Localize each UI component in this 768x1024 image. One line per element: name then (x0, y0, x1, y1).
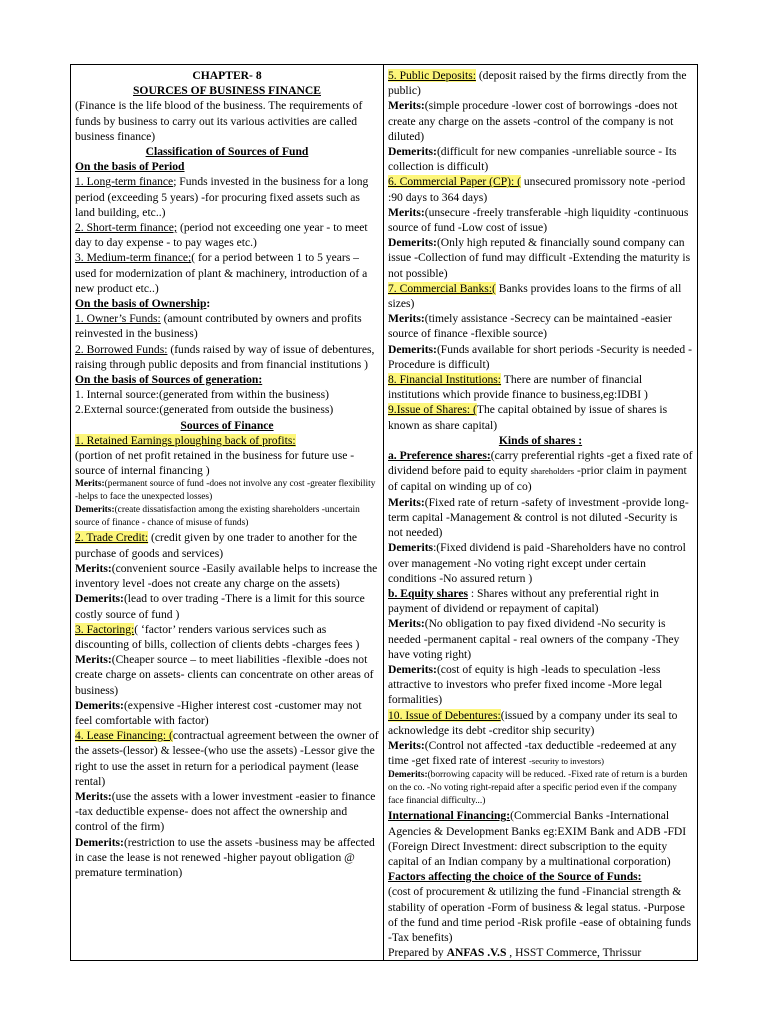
issue-of-shares-text: The capital obtained by issue of shares is known as share capital) (388, 403, 668, 432)
public-deposits-item (388, 68, 693, 98)
lease-financing-item (75, 728, 379, 789)
trade-demerits (75, 591, 379, 621)
demerits-text: :(Fixed dividend is paid -Shareholders have no control over management -No voting right except under certain conditions -No assured return ) (388, 541, 686, 585)
merits-text: (No obligation to pay fixed dividend -No security is needed -permanent capital - real owners of the company -They have voting right) (388, 617, 680, 661)
lease-demerits (75, 835, 379, 881)
merits-label: Merits: (388, 312, 425, 326)
author-name: ANFAS .V.S (446, 946, 507, 960)
author-designation: , HSST Commerce, Thrissur (506, 946, 642, 960)
external-source: 2.External source:(generated from outside the business) (75, 403, 334, 417)
banks-demerits (388, 342, 693, 372)
lease-financing-label: 4. Lease Financing: ( (75, 729, 173, 743)
notes-sheet (70, 64, 698, 961)
debentures-label: 10. Issue of Debentures: (388, 708, 501, 722)
international-financing-item (388, 808, 693, 869)
retained-demerits (75, 504, 379, 530)
retained-earnings-text: (portion of net profit retained in the business for future use -source of internal financing ) (75, 449, 355, 478)
banks-merits (388, 311, 693, 341)
demerits-text: (lead to over trading -There is a limit for this source costly source of fund ) (75, 592, 365, 621)
retained-earnings-item (75, 433, 379, 448)
issue-of-shares-label: 9.Issue of Shares: ( (388, 403, 477, 417)
trade-credit-label: 2. Trade Credit: (75, 531, 149, 545)
deb-merits (388, 738, 693, 769)
demerits-label: Demerits: (75, 592, 124, 606)
equity-demerits (388, 662, 693, 708)
long-term-label: 1. Long-term finance (75, 175, 174, 189)
lease-merits (75, 789, 379, 835)
factoring-text: ( ‘factor’ renders various services such as discounting of bills, collection of clients debts -charges fees ) (75, 622, 360, 651)
commercial-banks-item (388, 281, 693, 311)
short-term-label: 2. Short-term finance; (75, 221, 178, 235)
demerits-label: Demerits: (388, 342, 437, 356)
merits-label: Merits: (388, 99, 425, 113)
merits-text: (timely assistance -Secrecy can be maintained -easier source of finance -flexible source) (388, 312, 672, 341)
issue-of-shares-item (388, 402, 693, 432)
international-financing-text: (Commercial Banks -International Agencies & Development Banks eg:EXIM Bank and ADB -FDI (Foreign Direct Investment: direct subscription to the equity capital of an Indian company by a multinational corporation) (388, 809, 687, 868)
left-column (71, 65, 384, 960)
factoring-label: 3. Factoring: (75, 622, 135, 636)
equity-merits (388, 616, 693, 662)
prepared-by-prefix: Prepared by (388, 946, 447, 960)
owners-funds-text: (amount contributed by owners and profits reinvested in the business) (75, 312, 362, 341)
factors-text: (cost of procurement & utilizing the fund -Financial strength & stability of operation -Form of business & legal status. -Purpose of the fund and time period -Risk profile -ease of obtaining funds -Tax benefits) (388, 885, 691, 944)
financial-institutions-label: 8. Financial Institutions: (388, 373, 502, 387)
sources-heading: Sources of Finance (180, 418, 274, 432)
retained-merits (75, 478, 379, 504)
preference-shares-label: a. Preference shares: (388, 449, 491, 463)
period-heading: On the basis of Period (75, 160, 185, 174)
medium-term-label: 3. Medium-term finance; (75, 251, 192, 265)
merits-text: (permanent source of fund -does not involve any cost -greater flexibility -helps to face the unexpected losses) (75, 479, 376, 503)
owners-funds-label: 1. Owner’s Funds: (75, 312, 161, 326)
equity-shares-label: b. Equity shares (388, 586, 469, 600)
commercial-banks-text: Banks provides loans to the firms of all sizes) (388, 281, 682, 311)
merits-text: (Control not affected -tax deductible -redeemed at any time -get fixed rate of interest (388, 738, 677, 768)
international-financing-label: International Financing: (388, 809, 511, 823)
intro-paragraph: (Finance is the life blood of the business. The requirements of funds by business to carry out its various activities are called business finance) (75, 99, 363, 143)
trade-merits (75, 561, 379, 591)
trade-credit-text: (credit given by one trader to another for the purchase of goods and services) (75, 531, 358, 560)
borrowed-funds-text: (funds raised by way of issue of debentures, raising through public deposits and from financial institutions ) (75, 342, 375, 371)
debentures-item (388, 708, 693, 738)
equity-shares-text: : Shares without any preferential right in payment of dividend or repayment of capital) (388, 586, 659, 616)
medium-term-text: ( for a period between 1 to 5 years – used for modernization of plant & machinery, introduction of a new product etc..) (75, 251, 368, 295)
financial-institutions-item (388, 372, 693, 402)
merits-text: (convenient source -Easily available helps to increase the inventory level -does not create any charge on the assets) (75, 561, 378, 591)
merits-small-text: -security to investors) (529, 756, 604, 767)
demerits-label: Demerits: (388, 236, 437, 250)
merits-label: Merits: (75, 789, 112, 803)
short-term-item (75, 220, 379, 250)
factors-heading: Factors affecting the choice of the Source of Funds: (388, 870, 642, 884)
pref-merits (388, 495, 693, 541)
merits-label: Merits: (388, 738, 425, 752)
demerits-text: (create dissatisfaction among the existing shareholders -uncertain source of finance - chance of misuse of funds) (75, 505, 360, 529)
public-deposits-label: 5. Public Deposits: (388, 69, 476, 82)
commercial-paper-text: unsecured promissory note -period :90 days to 364 days) (388, 175, 686, 204)
demerits-label: Demerits: (388, 770, 428, 781)
ownership-heading-colon: : (206, 297, 211, 311)
borrowed-funds-item (75, 342, 379, 372)
demerits-text: (Funds available for short periods -Security is needed -Procedure is difficult) (388, 342, 692, 371)
demerits-text: (borrowing capacity will be reduced. -Fixed rate of return is a burden on the co. -No voting right-repaid after a specific period even if the company face financial difficulty...) (388, 770, 688, 807)
deb-demerits (388, 769, 693, 808)
classification-heading: Classification of Sources of Fund (145, 145, 309, 159)
factoring-merits (75, 652, 379, 698)
merits-label: Merits: (75, 561, 112, 575)
merits-text: (unsecure -freely transferable -high liquidity -continuous source of fund -Low cost of issue) (388, 205, 689, 235)
demerits-label: Demerits: (75, 698, 124, 712)
financial-institutions-text: There are number of financial institutions which provide finance to business,eg:IDBI ) (388, 373, 648, 402)
demerits-text: (difficult for new companies -unreliable source - Its collection is difficult) (388, 145, 677, 174)
preference-shares-text-2: -prior claim in payment of capital on winding up of co) (388, 464, 687, 494)
pd-demerits (388, 144, 693, 174)
merits-label: Merits: (75, 479, 105, 490)
prepared-by (388, 945, 693, 960)
merits-label: Merits: (388, 495, 425, 509)
generation-heading: On the basis of Sources of generation: (75, 373, 263, 387)
chapter-title: SOURCES OF BUSINESS FINANCE (132, 84, 321, 98)
trade-credit-item (75, 530, 379, 560)
factoring-item (75, 622, 379, 652)
internal-source: 1. Internal source:(generated from within the business) (75, 388, 330, 402)
owners-funds-item (75, 311, 379, 341)
demerits-label: Demerits (388, 541, 434, 555)
commercial-banks-label: 7. Commercial Banks:( (388, 281, 496, 295)
preference-shares-small-text: shareholders (530, 466, 575, 477)
kinds-of-shares-heading: Kinds of shares : (498, 433, 583, 447)
right-column (384, 65, 697, 960)
public-deposits-text: (deposit raised by the firms directly from the public) (388, 69, 687, 98)
merits-label: Merits: (75, 653, 112, 667)
demerits-text: (restriction to use the assets -business may be affected in case the lease is not renewed -higher payout obligation @ premature termination) (75, 835, 375, 879)
demerits-text: (expensive -Higher interest cost -customer may not feel comfortable with factor) (75, 698, 362, 727)
equity-shares-item (388, 586, 693, 616)
commercial-paper-label: 6. Commercial Paper (CP): ( (388, 175, 521, 189)
long-term-text: ; Funds invested in the business for a long period (exceeding 5 years) -for procuring fixed assets such as land building, etc..) (75, 175, 369, 219)
preference-shares-text: (carry preferential rights -get a fixed rate of dividend before paid to equity (388, 449, 693, 478)
merits-label: Merits: (388, 205, 425, 219)
demerits-text: (cost of equity is high -leads to speculation -less attractive to investors who prefer fixed income -More legal formalities) (388, 662, 663, 707)
merits-label: Merits: (388, 617, 425, 631)
merits-text: (simple procedure -lower cost of borrowings -does not create any charge on the assets -control of the company is not diluted) (388, 99, 678, 143)
long-term-item (75, 174, 379, 220)
demerits-label: Demerits: (75, 835, 124, 849)
cp-merits (388, 205, 693, 235)
demerits-label: Demerits: (388, 145, 437, 159)
chapter-number: CHAPTER- 8 (192, 69, 262, 82)
pref-demerits (388, 540, 693, 586)
merits-text: (use the assets with a lower investment -easier to finance -tax deductible expense- does not affect the ownership and control of the firm) (75, 789, 376, 834)
borrowed-funds-label: 2. Borrowed Funds: (75, 342, 168, 356)
cp-demerits (388, 235, 693, 281)
ownership-heading-text: On the basis of Ownership (75, 297, 207, 311)
merits-text: (Cheaper source – to meet liabilities -flexible -does not create charge on assets- clients can concentrate on other areas of business) (75, 653, 374, 697)
ownership-heading (75, 296, 379, 311)
demerits-label: Demerits: (388, 662, 437, 676)
short-term-text: (period not exceeding one year - to meet day to day expense - to pay wages etc.) (75, 221, 368, 250)
demerits-label: Demerits: (75, 505, 115, 516)
demerits-text: (Only high reputed & financially sound company can issue -Collection of fund may difficult -Extending the maturity is not possible) (388, 236, 691, 280)
preference-shares-item (388, 448, 693, 495)
retained-earnings-label: 1. Retained Earnings ploughing back of profits: (75, 433, 296, 447)
factoring-demerits (75, 698, 379, 728)
commercial-paper-item (388, 174, 693, 204)
merits-text: (Fixed rate of return -safety of investment -provide long-term capital -Management & control is not diluted -Security is not needed) (388, 495, 689, 540)
pd-merits (388, 98, 693, 144)
lease-financing-text: contractual agreement between the owner of the assets-(lessor) & lessee-(who use the assets) -Lessor give the right to use the asset in return for a periodical payment (lease rental) (75, 729, 379, 788)
medium-term-item (75, 250, 379, 296)
debentures-text: (issued by a company under its seal to acknowledge its debt -creditor ship security) (388, 708, 678, 737)
